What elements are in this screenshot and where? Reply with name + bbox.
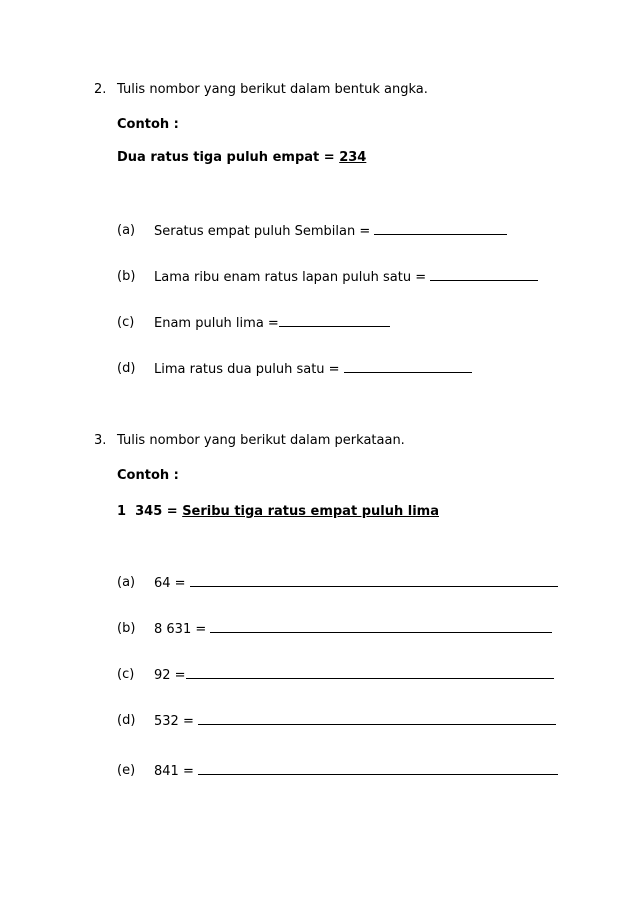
q2-example [117, 150, 366, 166]
q3-example-label: Contoh : [117, 468, 179, 483]
q3-item-c [154, 667, 554, 684]
q2-item-a-answer-blank[interactable] [374, 223, 507, 235]
q3-item-a-answer-blank[interactable] [190, 575, 558, 587]
q3-item-d-text: 532 = [154, 714, 198, 729]
q3-item-d-label: (d) [117, 713, 136, 728]
q2-instruction: Tulis nombor yang berikut dalam bentuk angka. [117, 82, 428, 97]
q3-example-text: 1 345 = [117, 504, 183, 519]
q3-item-e-answer-blank[interactable] [198, 763, 558, 775]
q2-item-d-answer-blank[interactable] [344, 361, 472, 373]
q2-item-a-text: Seratus empat puluh Sembilan = [154, 224, 375, 239]
q2-item-d-label: (d) [117, 361, 136, 376]
q2-item-b [154, 269, 538, 286]
q2-number: 2. [94, 82, 107, 97]
q2-item-b-answer-blank[interactable] [430, 269, 538, 281]
q2-item-a [154, 223, 507, 240]
q2-item-c-text: Enam puluh lima = [154, 316, 279, 331]
q3-item-b-label: (b) [117, 621, 136, 636]
q3-item-d-answer-blank[interactable] [198, 713, 556, 725]
q3-item-c-label: (c) [117, 667, 135, 682]
q2-example-text: Dua ratus tiga puluh empat = [117, 150, 340, 165]
q2-item-c [154, 315, 390, 332]
q3-example-answer: Seribu tiga ratus empat puluh lima [182, 504, 439, 519]
q2-example-label: Contoh : [117, 117, 179, 132]
q2-item-b-label: (b) [117, 269, 136, 284]
q2-item-d-text: Lima ratus dua puluh satu = [154, 362, 344, 377]
q3-instruction: Tulis nombor yang berikut dalam perkataan. [117, 433, 405, 448]
q3-item-a-text: 64 = [154, 576, 190, 591]
q3-item-b-answer-blank[interactable] [210, 621, 552, 633]
q3-item-b-text: 8 631 = [154, 622, 211, 637]
q2-item-d [154, 361, 472, 378]
q2-item-a-label: (a) [117, 223, 136, 238]
q2-item-b-text: Lama ribu enam ratus lapan puluh satu = [154, 270, 431, 285]
q3-item-c-answer-blank[interactable] [186, 667, 554, 679]
q3-item-c-text: 92 = [154, 668, 186, 683]
q2-item-c-answer-blank[interactable] [279, 315, 390, 327]
q3-item-e-text: 841 = [154, 764, 198, 779]
q3-example [117, 504, 439, 520]
q2-item-c-label: (c) [117, 315, 135, 330]
q3-item-d [154, 713, 556, 730]
q3-item-a [154, 575, 558, 592]
q3-item-b [154, 621, 552, 638]
q2-example-answer: 234 [339, 150, 367, 165]
q3-item-a-label: (a) [117, 575, 136, 590]
q3-item-e-label: (e) [117, 763, 136, 778]
q3-item-e [154, 763, 558, 780]
q3-number: 3. [94, 433, 107, 448]
